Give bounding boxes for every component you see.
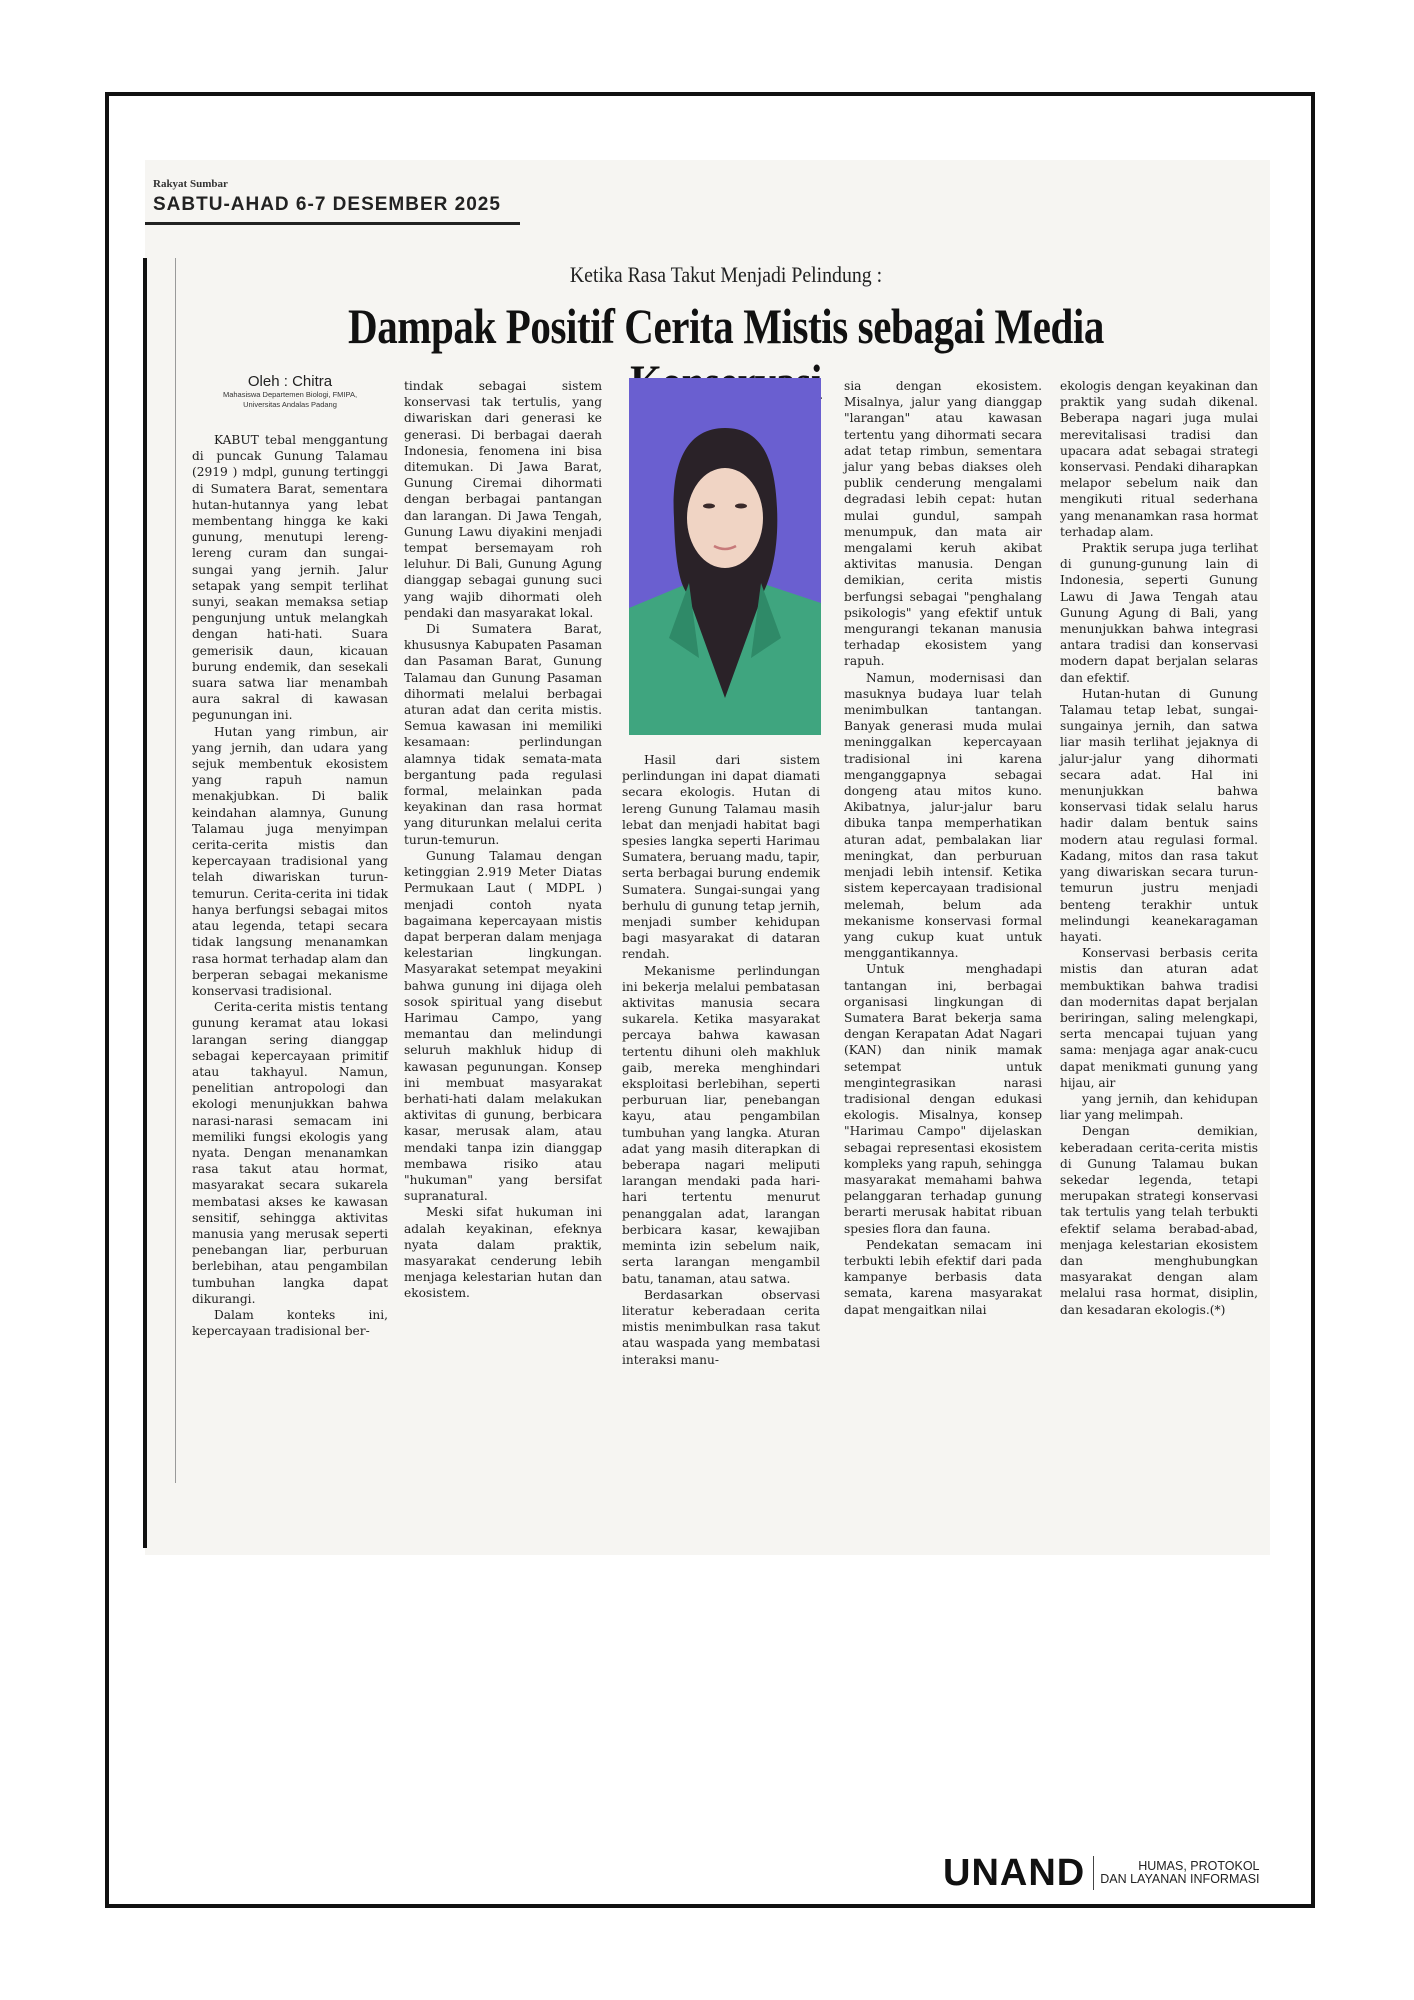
paragraph: KABUT tebal menggantung di puncak Gunung Talamau (2919 ) mdpl, gunung tertinggi di Sumatera Barat, sementara hutan-hutannya yang lebat membentang hingga ke kaki gunung, menutupi lereng-lereng curam dan sungai-sungai yang jernih. Jalur setapak yang sempit terlihat sunyi, seakan memaksa setiap pengunjung untuk melangkah dengan hati-hati. Suara gemerisik daun, kicauan burung endemik, dan sesekali suara satwa liar menambah aura sakral di kawasan pegunungan ini.	[192, 433, 388, 723]
article-headline: Dampak Positif Cerita Mistis sebagai Media	[347, 298, 1105, 354]
author-photo	[629, 378, 821, 735]
article-column-1	[192, 432, 388, 1339]
article-column-5	[1060, 378, 1258, 1318]
unand-logo	[943, 1850, 1260, 1896]
paragraph: Untuk menghadapi tantangan ini, berbagai organisasi lingkungan di Sumatera Barat bekerja sama dengan Kerapatan Adat Nagari (KAN) dan ninik mamak setempat untuk mengintegrasikan narasi tradisional dengan edukasi ekologis. Misalnya, konsep "Harimau Campo" dijelaskan sebagai representasi ekosistem kompleks yang rapuh, sehingga masyarakat memahami bahwa pelanggaran terhadap gunung berarti merusak habitat ribuan spesies flora dan fauna.	[844, 962, 1042, 1236]
paragraph: Hutan-hutan di Gunung Talamau tetap lebat, sungai-sungainya jernih, dan satwa liar masih terlihat jejaknya di jalur-jalur yang dihormati secara adat. Hal ini menunjukkan bahwa konservasi tidak selalu harus hadir dalam bentuk sains modern atau regulasi formal. Kadang, mitos dan rasa takut yang diwariskan secara turun-temurun justru menjadi benteng terakhir untuk melindungi keanekaragaman hayati.	[1060, 686, 1258, 944]
paragraph: Konservasi berbasis cerita mistis dan aturan adat membuktikan bahwa tradisi dan modernitas dapat berjalan beriringan, saling melengkapi, serta mencapai tujuan yang sama: menjaga agar anak-cucu dapat menikmati gunung yang hijau, air	[1060, 946, 1258, 1090]
edition-date: SABTU-AHAD 6-7 DESEMBER 2025	[153, 194, 501, 215]
paragraph: Dalam konteks ini, kepercayaan tradisional ber-	[192, 1307, 388, 1339]
author-affiliation-2: Universitas Andalas Padang	[243, 400, 337, 409]
logo-subtitle-line-1: HUMAS, PROTOKOL	[1138, 1859, 1260, 1873]
paragraph: Gunung Talamau dengan ketinggian 2.919 Meter Diatas Permukaan Laut ( MDPL ) menjadi contoh nyata bagaimana kepercayaan mistis dapat berperan dalam menjaga kelestarian lingkungan. Masyarakat setempat meyakini bahwa gunung ini dijaga oleh sosok spiritual yang disebut Harimau Campo, yang memantau dan melindungi seluruh makhluk hidup di kawasan pegunungan. Konsep ini membuat masyarakat berhati-hati dalam melakukan aktivitas di gunung, berbicara kasar, merusak alam, atau mendaki tanpa izin dianggap membawa risiko atau "hukuman" yang bersifat supranatural.	[404, 848, 602, 1204]
paragraph: yang jernih, dan kehidupan liar yang melimpah.	[1060, 1091, 1258, 1123]
paragraph: Meski sifat hukuman ini adalah keyakinan, efeknya nyata dalam praktik, masyarakat cenderung lebih menjaga kelestarian hutan dan ekosistem.	[404, 1205, 602, 1301]
paragraph: Di Sumatera Barat, khususnya Kabupaten Pasaman dan Pasaman Barat, Gunung Talamau dan Gunung Pasaman dihormati melalui berbagai aturan adat dan cerita mistis. Semua kawasan ini memiliki kesamaan: perlindungan alamnya tidak semata-mata bergantung pada regulasi formal, melainkan pada keyakinan dan rasa hormat yang diturunkan melalui cerita turun-temurun.	[404, 622, 602, 847]
article-column-4	[844, 378, 1042, 1318]
date-rule	[145, 222, 520, 225]
logo-subtitle	[1100, 1860, 1259, 1886]
paragraph: sia dengan ekosistem. Misalnya, jalur yang dianggap "larangan" atau kawasan tertentu yang dihormati secara adat tetap rimbun, sementara jalur yang bebas diakses oleh publik cenderung mengalami degradasi lebih cepat: hutan mulai gundul, sampah menumpuk, dan mata air mengalami keruh akibat aktivitas manusia. Dengan demikian, cerita mistis berfungsi sebagai "penghalang psikologis" yang efektif untuk mengurangi tekanan manusia terhadap ekosistem yang rapuh.	[844, 379, 1042, 669]
logo-separator	[1093, 1856, 1094, 1890]
column-rule	[175, 258, 176, 1483]
paragraph: Pendekatan semacam ini terbukti lebih efektif dari pada kampanye berbasis data semata, karena masyarakat dapat mengaitkan nilai	[844, 1237, 1042, 1317]
paragraph: Hutan yang rimbun, air yang jernih, dan udara yang sejuk membentuk ekosistem yang rapuh namun menakjubkan. Di balik keindahan alamnya, Gunung Talamau juga menyimpan cerita-cerita mistis dan kepercayaan tradisional yang telah diwariskan turun-temurun. Cerita-cerita ini tidak hanya berfungsi sebagai mitos atau legenda, tetapi secara tidak langsung menanamkan rasa hormat terhadap alam dan berperan sebagai mekanisme konservasi tradisional.	[192, 724, 388, 998]
article-kicker: Ketika Rasa Takut Menjadi Pelindung :	[569, 262, 883, 287]
article-column-3	[622, 752, 820, 1368]
paragraph: ekologis dengan keyakinan dan praktik yang sudah dikenal. Beberapa nagari juga mulai merevitalisasi tradisi dan upacara adat sebagai strategi konservasi. Pendaki diharapkan melapor sebelum naik dan mengikuti ritual sederhana yang menanamkan rasa hormat terhadap alam.	[1060, 379, 1258, 539]
logo-subtitle-line-2: DAN LAYANAN INFORMASI	[1100, 1872, 1260, 1886]
author-affiliation-1: Mahasiswa Departemen Biologi, FMIPA,	[222, 390, 358, 399]
paragraph: Hasil dari sistem perlindungan ini dapat diamati secara ekologis. Hutan di lereng Gunung Talamau masih lebat dan menjadi habitat bagi spesies langka seperti Harimau Sumatera, beruang madu, tapir, serta berbagai burung endemik Sumatera. Sungai-sungai yang berhulu di gunung tetap jernih, menjadi sumber kehidupan bagi masyarakat di dataran rendah.	[622, 753, 820, 962]
paragraph: Praktik serupa juga terlihat di gunung-gunung lain di Indonesia, seperti Gunung Lawu di Jawa Tengah atau Gunung Agung di Bali, yang menunjukkan bahwa integrasi antara tradisi dan konservasi modern dapat berjalan selaras dan efektif.	[1060, 541, 1258, 685]
portrait-image	[629, 378, 821, 735]
paragraph: Cerita-cerita mistis tentang gunung keramat atau lokasi larangan sering dianggap sebagai kepercayaan primitif atau takhayul. Namun, penelitian antropologi dan ekologi menunjukkan bahwa narasi-narasi semacam ini memiliki fungsi ekologis yang nyata. Dengan menanamkan rasa takut atau hormat, masyarakat secara sukarela membatasi akses ke kawasan sensitif, sehingga aktivitas manusia yang merusak seperti penebangan liar, perburuan berlebihan, atau pengambilan tumbuhan langka dapat dikurangi.	[192, 1000, 388, 1306]
paragraph: Dengan demikian, keberadaan cerita-cerita mistis di Gunung Talamau bukan sekedar legenda, tetapi merupakan strategi konservasi tak tertulis yang telah terbukti efektif selama berabad-abad, menjaga kelestarian ekosistem dan menghubungkan masyarakat dengan alam melalui rasa hormat, disiplin, dan kesadaran ekologis.(*)	[1060, 1124, 1258, 1317]
byline	[190, 373, 390, 410]
left-margin-bar	[143, 258, 147, 1548]
logo-wordmark: UNAND	[943, 1851, 1086, 1894]
paragraph: Berdasarkan observasi literatur keberadaan cerita mistis menimbulkan rasa takut atau waspada yang membatasi interaksi manu-	[622, 1287, 820, 1367]
article-column-2	[404, 378, 602, 1302]
newspaper-name: Rakyat Sumbar	[153, 178, 228, 190]
paragraph: tindak sebagai sistem konservasi tak tertulis, yang diwariskan dari generasi ke generasi. Di berbagai daerah Indonesia, fenomena ini bisa ditemukan. Di Jawa Barat, Gunung Ciremai dihormati dengan berbagai pantangan dan larangan. Di Jawa Tengah, Gunung Lawu diyakini menjadi tempat bersemayam roh leluhur. Di Bali, Gunung Agung dianggap sebagai gunung suci yang wajib dihormati oleh pendaki dan masyarakat lokal.	[404, 379, 602, 620]
author-name: Oleh : Chitra	[247, 373, 333, 390]
paragraph: Mekanisme perlindungan ini bekerja melalui pembatasan aktivitas manusia secara sukarela. Ketika masyarakat percaya bahwa kawasan tertentu dihuni oleh makhluk gaib, mereka menghindari eksploitasi berlebihan, seperti perburuan liar, penebangan kayu, atau pengambilan tumbuhan yang langka. Aturan adat yang masih diterapkan di beberapa nagari meliputi larangan mendaki pada hari-hari tertentu menurut penanggalan adat, larangan berbicara kasar, kewajiban meminta izin sebelum naik, serta larangan mengambil batu, tanaman, atau satwa.	[622, 963, 820, 1286]
paragraph: Namun, modernisasi dan masuknya budaya luar telah menimbulkan tantangan. Banyak generasi muda mulai meninggalkan kepercayaan tradisional ini karena menganggapnya sebagai dongeng atau mitos kuno. Akibatnya, jalur-jalur baru dibuka tanpa memperhatikan aturan adat, pembalakan liar meningkat, dan perburuan menjadi lebih intensif. Ketika sistem kepercayaan tradisional melemah, belum ada mekanisme konservasi formal yang cukup kuat untuk menggantikannya.	[844, 670, 1042, 961]
